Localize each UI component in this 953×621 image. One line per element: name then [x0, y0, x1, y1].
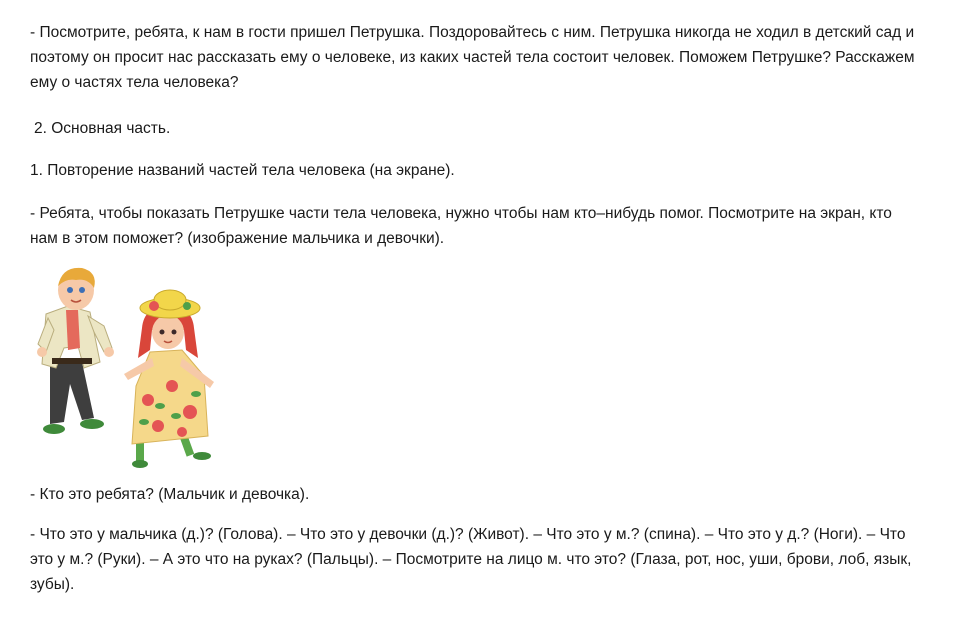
who-paragraph: - Кто это ребята? (Мальчик и девочка). — [30, 486, 310, 503]
intro-paragraph: - Посмотрите, ребята, к нам в гости пришел Петрушка. Поздоровайтесь с ним. Петрушка никогда не ходил в детский сад и поэтому он просит нас рассказать ему о человеке, из каких частей тела состоит человек. Поможем Петрушке? Расскажем ему о частях тела человека? — [30, 24, 915, 91]
boy-and-girl-illustration — [32, 266, 232, 476]
boy-figure — [37, 268, 114, 434]
numbered-item: 1. Повторение названий частей тела человека (на экране). — [30, 162, 455, 179]
girl-figure — [124, 290, 214, 468]
questions-paragraph: - Что это у мальчика (д.)? (Голова). – Что это у девочки (д.)? (Живот). – Что это у м.? (спина). – Что это у д.? (Ноги). – Что это у м.? (Руки). – А это что на руках? (Пальцы). – Посмотрите на лицо м. что это? (Глаза, рот, нос, уши, брови, лоб, язык, зубы). — [30, 526, 912, 593]
helper-paragraph: - Ребята, чтобы показать Петрушке части тела человека, нужно чтобы нам кто–нибудь помог. Посмотрите на экран, кто нам в этом поможет? (изображение мальчика и девочки). — [30, 205, 892, 247]
section-heading: 2. Основная часть. — [34, 120, 171, 137]
